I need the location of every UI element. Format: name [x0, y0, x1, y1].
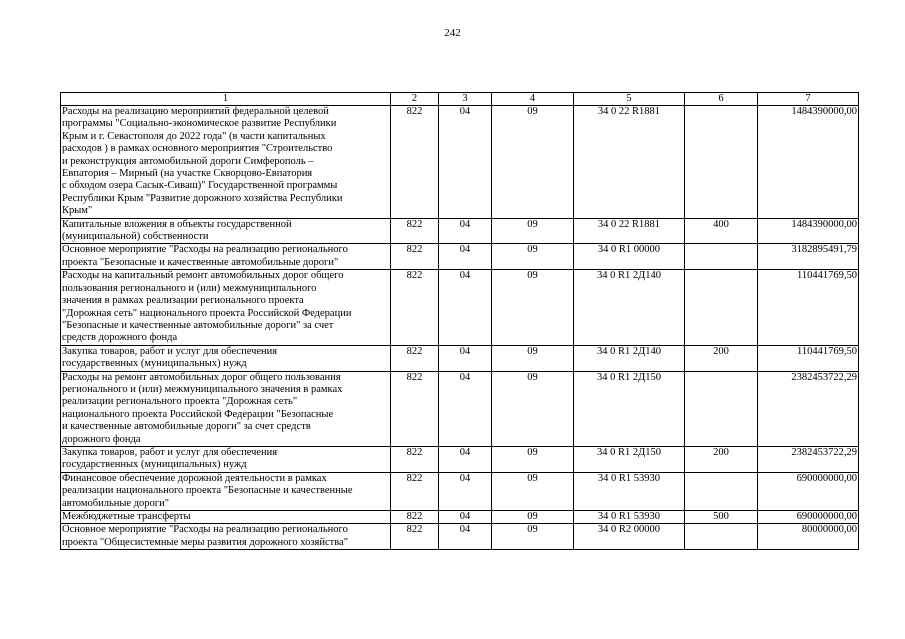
row-name-cell: Основное мероприятие "Расходы на реализацию регионального проекта "Общесистемные меры развития дорожного хозяйства"	[61, 524, 391, 550]
admin-code-cell: 822	[391, 511, 439, 524]
subsection-code-cell: 09	[492, 218, 574, 244]
amount-cell: 690000000,00	[758, 472, 859, 510]
row-name-cell: Закупка товаров, работ и услуг для обеспечения государственных (муниципальных) нужд	[61, 345, 391, 371]
row-name-cell: Капитальные вложения в объекты государственной (муниципальной) собственности	[61, 218, 391, 244]
expense-type-cell	[685, 106, 758, 219]
expense-type-cell: 500	[685, 511, 758, 524]
header-row	[61, 93, 859, 106]
amount-cell: 1484390000,00	[758, 106, 859, 219]
header-cell: 3	[439, 93, 492, 106]
expense-type-cell: 400	[685, 218, 758, 244]
section-code-cell: 04	[439, 524, 492, 550]
header-cell: 7	[758, 93, 859, 106]
admin-code-cell: 822	[391, 524, 439, 550]
target-article-cell: 34 0 22 R1881	[574, 106, 685, 219]
page-number: 242	[444, 27, 461, 39]
admin-code-cell: 822	[391, 244, 439, 270]
table-row	[61, 244, 859, 270]
row-name-cell: Финансовое обеспечение дорожной деятельности в рамках реализации национального проекта "Безопасные и качественные автомобильные дороги"	[61, 472, 391, 510]
subsection-code-cell: 09	[492, 371, 574, 446]
amount-cell: 2382453722,29	[758, 446, 859, 472]
header-cell: 2	[391, 93, 439, 106]
expense-type-cell	[685, 244, 758, 270]
target-article-cell: 34 0 22 R1881	[574, 218, 685, 244]
amount-cell: 1484390000,00	[758, 218, 859, 244]
subsection-code-cell: 09	[492, 511, 574, 524]
expense-type-cell	[685, 472, 758, 510]
target-article-cell: 34 0 R1 2Д140	[574, 270, 685, 345]
row-name-cell: Закупка товаров, работ и услуг для обеспечения государственных (муниципальных) нужд	[61, 446, 391, 472]
section-code-cell: 04	[439, 270, 492, 345]
row-name-cell: Расходы на реализацию мероприятий федеральной целевой программы "Социально-экономическое развитие Республики Крым и г. Севастополя до 2022 года" (в части капитальных расходов ) в рамках основного мероприятия "Строительство и реконструкция автомобильной дороги Симферополь – Евпатория – Мирный (на участке Скворцово-Евпатория с обходом озера Сасык-Сиваш)" Государственной программы Республики Крым "Развитие дорожного хозяйства Республики Крым"	[61, 106, 391, 219]
admin-code-cell: 822	[391, 371, 439, 446]
expense-type-cell: 200	[685, 345, 758, 371]
table-row	[61, 218, 859, 244]
section-code-cell: 04	[439, 511, 492, 524]
expense-type-cell	[685, 270, 758, 345]
subsection-code-cell: 09	[492, 270, 574, 345]
target-article-cell: 34 0 R1 2Д150	[574, 446, 685, 472]
subsection-code-cell: 09	[492, 524, 574, 550]
table-row	[61, 511, 859, 524]
table-row	[61, 524, 859, 550]
section-code-cell: 04	[439, 345, 492, 371]
header-cell: 5	[574, 93, 685, 106]
header-cell: 1	[61, 93, 391, 106]
header-cell: 6	[685, 93, 758, 106]
row-name-cell: Расходы на ремонт автомобильных дорог общего пользования регионального и (или) межмуниципального значения в рамках реализации регионального проекта "Дорожная сеть" национального проекта Российской Федерации "Безопасные и качественные автомобильные дороги" за счет средств дорожного фонда	[61, 371, 391, 446]
admin-code-cell: 822	[391, 472, 439, 510]
amount-cell: 80000000,00	[758, 524, 859, 550]
admin-code-cell: 822	[391, 446, 439, 472]
subsection-code-cell: 09	[492, 345, 574, 371]
subsection-code-cell: 09	[492, 106, 574, 219]
expense-type-cell	[685, 524, 758, 550]
subsection-code-cell: 09	[492, 244, 574, 270]
expense-type-cell: 200	[685, 446, 758, 472]
target-article-cell: 34 0 R1 00000	[574, 244, 685, 270]
section-code-cell: 04	[439, 106, 492, 219]
amount-cell: 690000000,00	[758, 511, 859, 524]
section-code-cell: 04	[439, 371, 492, 446]
table-row	[61, 446, 859, 472]
target-article-cell: 34 0 R1 53930	[574, 472, 685, 510]
target-article-cell: 34 0 R2 00000	[574, 524, 685, 550]
amount-cell: 3182895491,79	[758, 244, 859, 270]
admin-code-cell: 822	[391, 345, 439, 371]
admin-code-cell: 822	[391, 218, 439, 244]
amount-cell: 110441769,50	[758, 345, 859, 371]
amount-cell: 2382453722,29	[758, 371, 859, 446]
admin-code-cell: 822	[391, 270, 439, 345]
section-code-cell: 04	[439, 446, 492, 472]
section-code-cell: 04	[439, 218, 492, 244]
target-article-cell: 34 0 R1 2Д150	[574, 371, 685, 446]
subsection-code-cell: 09	[492, 446, 574, 472]
row-name-cell: Основное мероприятие "Расходы на реализацию регионального проекта "Безопасные и качественные автомобильные дороги"	[61, 244, 391, 270]
row-name-cell: Межбюджетные трансферты	[61, 511, 391, 524]
amount-cell: 110441769,50	[758, 270, 859, 345]
budget-table	[60, 92, 859, 550]
table-row	[61, 371, 859, 446]
admin-code-cell: 822	[391, 106, 439, 219]
expense-type-cell	[685, 371, 758, 446]
subsection-code-cell: 09	[492, 472, 574, 510]
section-code-cell: 04	[439, 472, 492, 510]
table-row	[61, 106, 859, 219]
table-body	[61, 106, 859, 550]
target-article-cell: 34 0 R1 53930	[574, 511, 685, 524]
table-row	[61, 270, 859, 345]
section-code-cell: 04	[439, 244, 492, 270]
row-name-cell: Расходы на капитальный ремонт автомобильных дорог общего пользования регионального и (или) межмуниципального значения в рамках реализации регионального проекта "Дорожная сеть" национального проекта Российской Федерации "Безопасные и качественные автомобильные дороги" за счет средств дорожного фонда	[61, 270, 391, 345]
table-row	[61, 472, 859, 510]
header-cell: 4	[492, 93, 574, 106]
table-row	[61, 345, 859, 371]
target-article-cell: 34 0 R1 2Д140	[574, 345, 685, 371]
